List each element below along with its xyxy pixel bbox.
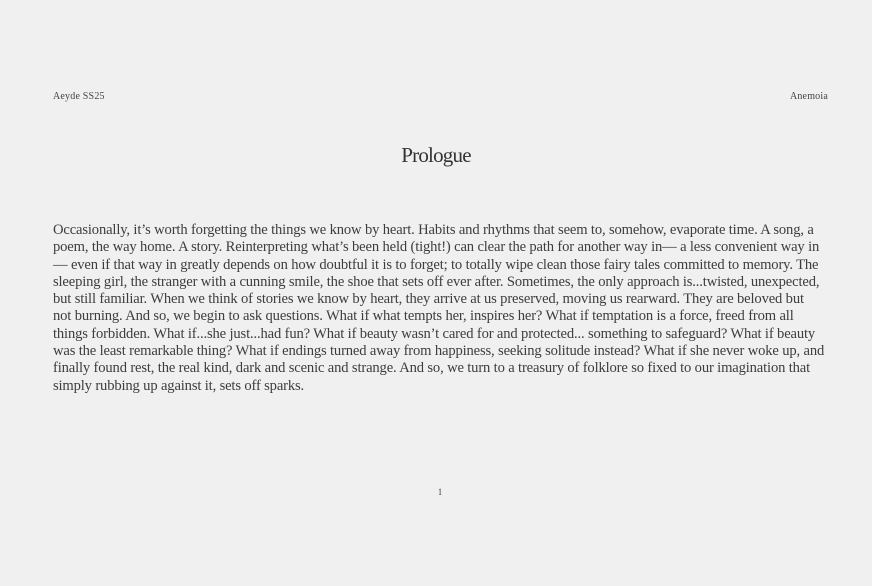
- page-title: Prologue: [401, 143, 471, 167]
- header-collection-label: Anemoia: [789, 91, 828, 102]
- header-brand-label: Aeyde SS25: [53, 91, 105, 102]
- prologue-body-text: Occasionally, it’s worth forgetting the things we know by heart. Habits and rhythms that seem to, somehow, evaporate time. A song, a poem, the way home. A story. Reinterpreting what’s been held (tight!) can clear the path for another way in— a less convenient way in— even if that way in greatly depends on how doubtful it is to forget; to totally wipe clean those fairy tales committed to memory. The sleeping girl, the stranger with a cunning smile, the shoe that sets off ever after. Sometimes, the only approach is...twisted, unexpected, but still familiar. When we think of stories we know by heart, they arrive at us preserved, moving us rearward. They are beloved but not burning. And so, we begin to ask questions. What if what tempts her, inspires her? What if temptation is a force, freed from all things forbidden. What if...she just...had fun? What if beauty wasn’t cared for and protected... something to safeguard? What if beauty was the least remarkable thing? What if endings turned away from happiness, seeking solitude instead? What if she never woke up, and finally found rest, the real kind, dark and scenic and strange. And so, we turn to a treasury of folklore so fixed to our imagination that simply rubbing up against it, sets off sparks.: [53, 222, 825, 394]
- page-number: 1: [437, 487, 443, 497]
